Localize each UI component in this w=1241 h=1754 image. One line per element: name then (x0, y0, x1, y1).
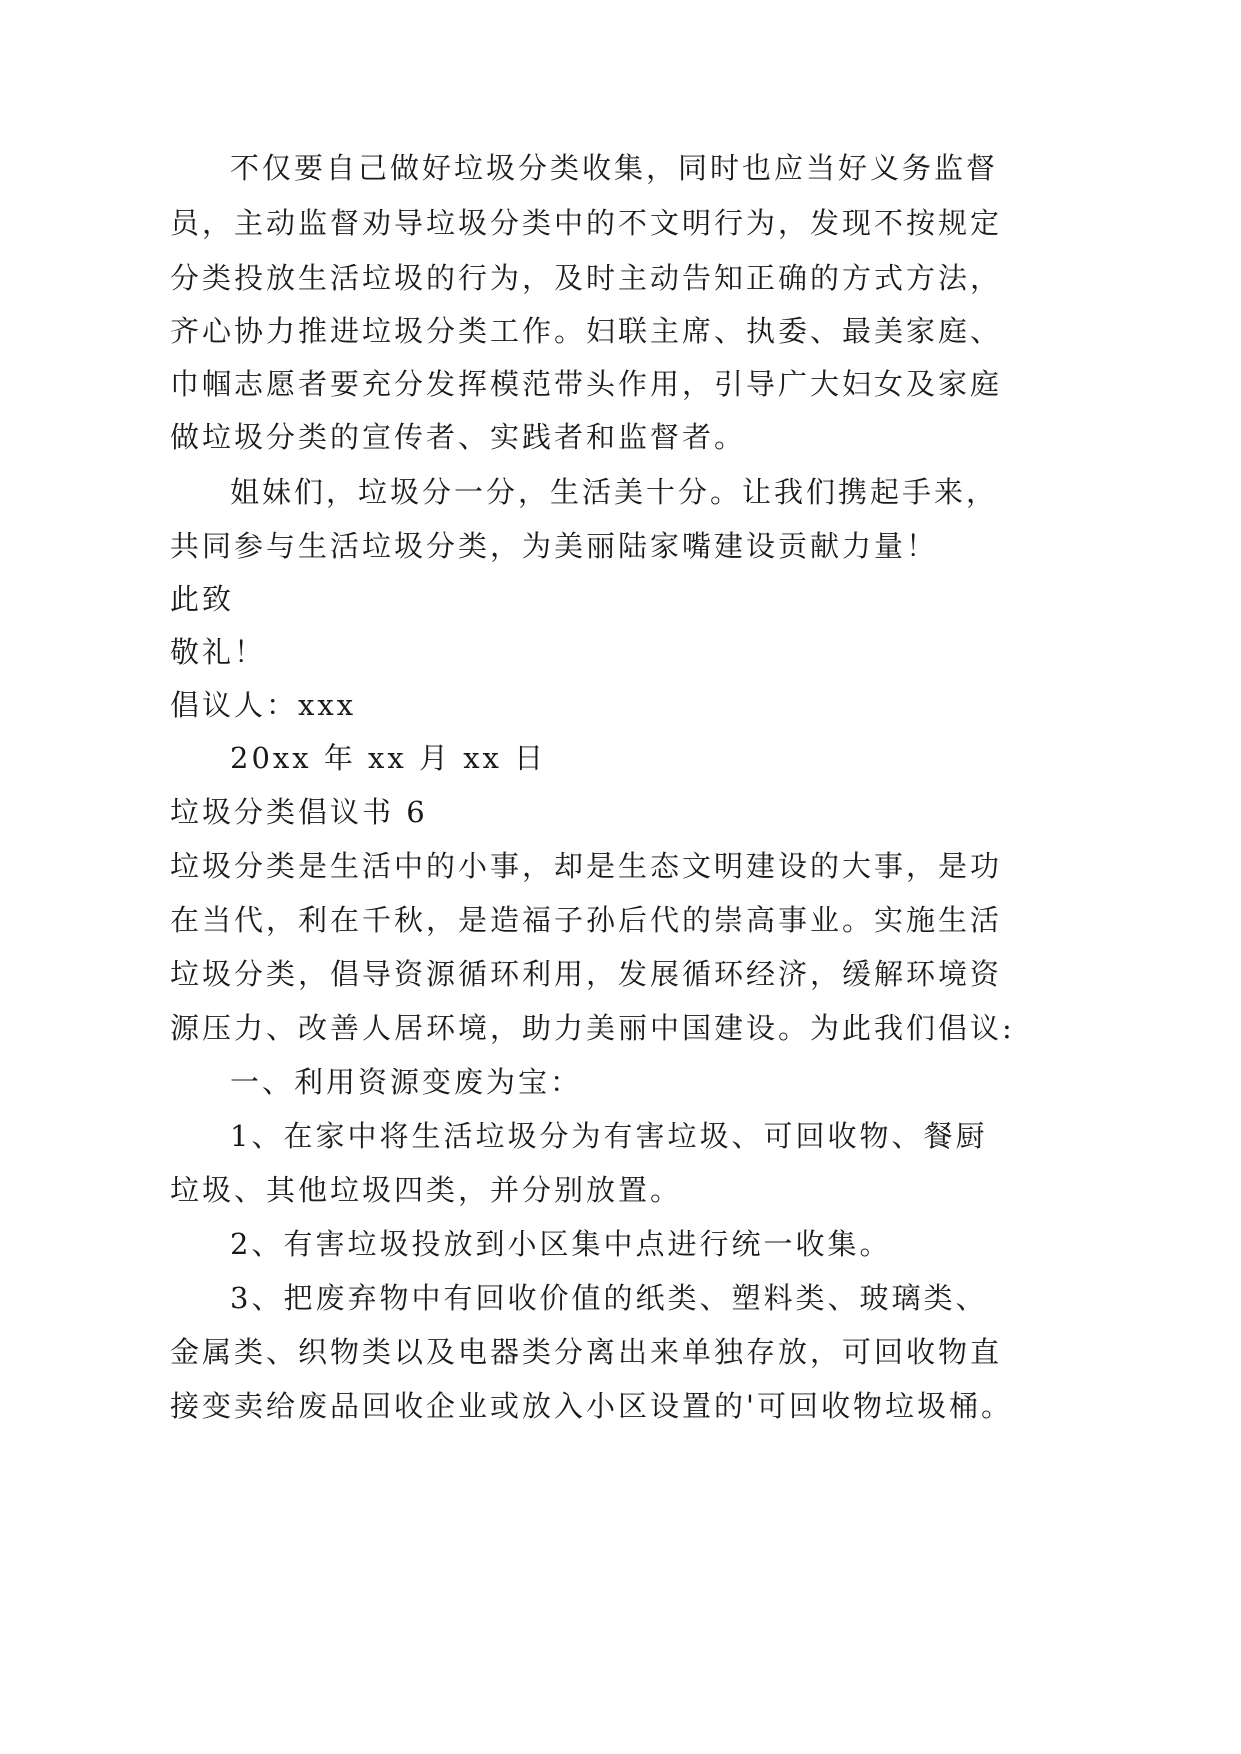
text-line: 分类投放生活垃圾的行为，及时主动告知正确的方式方法， (170, 261, 1003, 295)
list-item: 2、有害垃圾投放到小区集中点进行统一收集。 (230, 1227, 892, 1261)
text-line: 共同参与生活垃圾分类，为美丽陆家嘴建设贡献力量！ (170, 529, 939, 563)
text-line: 金属类、织物类以及电器类分离出来单独存放，可回收物直 (170, 1335, 1003, 1369)
salutation: 此致 (170, 582, 235, 616)
list-item: 3、把废弃物中有回收价值的纸类、塑料类、玻璃类、 (230, 1281, 988, 1315)
text-line: 巾帼志愿者要充分发挥模范带头作用，引导广大妇女及家庭 (170, 367, 1003, 401)
list-heading: 一、利用资源变废为宝： (230, 1065, 583, 1099)
text-line: 垃圾分类，倡导资源循环利用，发展循环经济，缓解环境资 (170, 957, 1003, 991)
section-title: 垃圾分类倡议书 6 (170, 795, 428, 829)
text-line: 姐妹们，垃圾分一分，生活美十分。让我们携起手来， (230, 475, 999, 509)
date: 20xx 年 xx 月 xx 日 (230, 741, 547, 775)
text-line: 不仅要自己做好垃圾分类收集，同时也应当好义务监督 (230, 151, 999, 185)
text-line: 源压力、改善人居环境，助力美丽中国建设。为此我们倡议: (170, 1011, 1015, 1045)
text-line: 垃圾、其他垃圾四类，并分别放置。 (170, 1173, 683, 1207)
text-line: 在当代，利在千秋，是造福子孙后代的崇高事业。实施生活 (170, 903, 1003, 937)
closing: 敬礼！ (170, 635, 267, 669)
list-item: 1、在家中将生活垃圾分为有害垃圾、可回收物、餐厨 (230, 1119, 988, 1153)
text-line: 齐心协力推进垃圾分类工作。妇联主席、执委、最美家庭、 (170, 314, 1003, 348)
text-line: 做垃圾分类的宣传者、实践者和监督者。 (170, 420, 747, 454)
text-line: 垃圾分类是生活中的小事，却是生态文明建设的大事，是功 (170, 849, 1003, 883)
signatory: 倡议人：xxx (170, 688, 357, 722)
text-line: 接变卖给废品回收企业或放入小区设置的'可回收物垃圾桶。 (170, 1389, 1013, 1423)
text-line: 员，主动监督劝导垃圾分类中的不文明行为，发现不按规定 (170, 206, 1003, 240)
